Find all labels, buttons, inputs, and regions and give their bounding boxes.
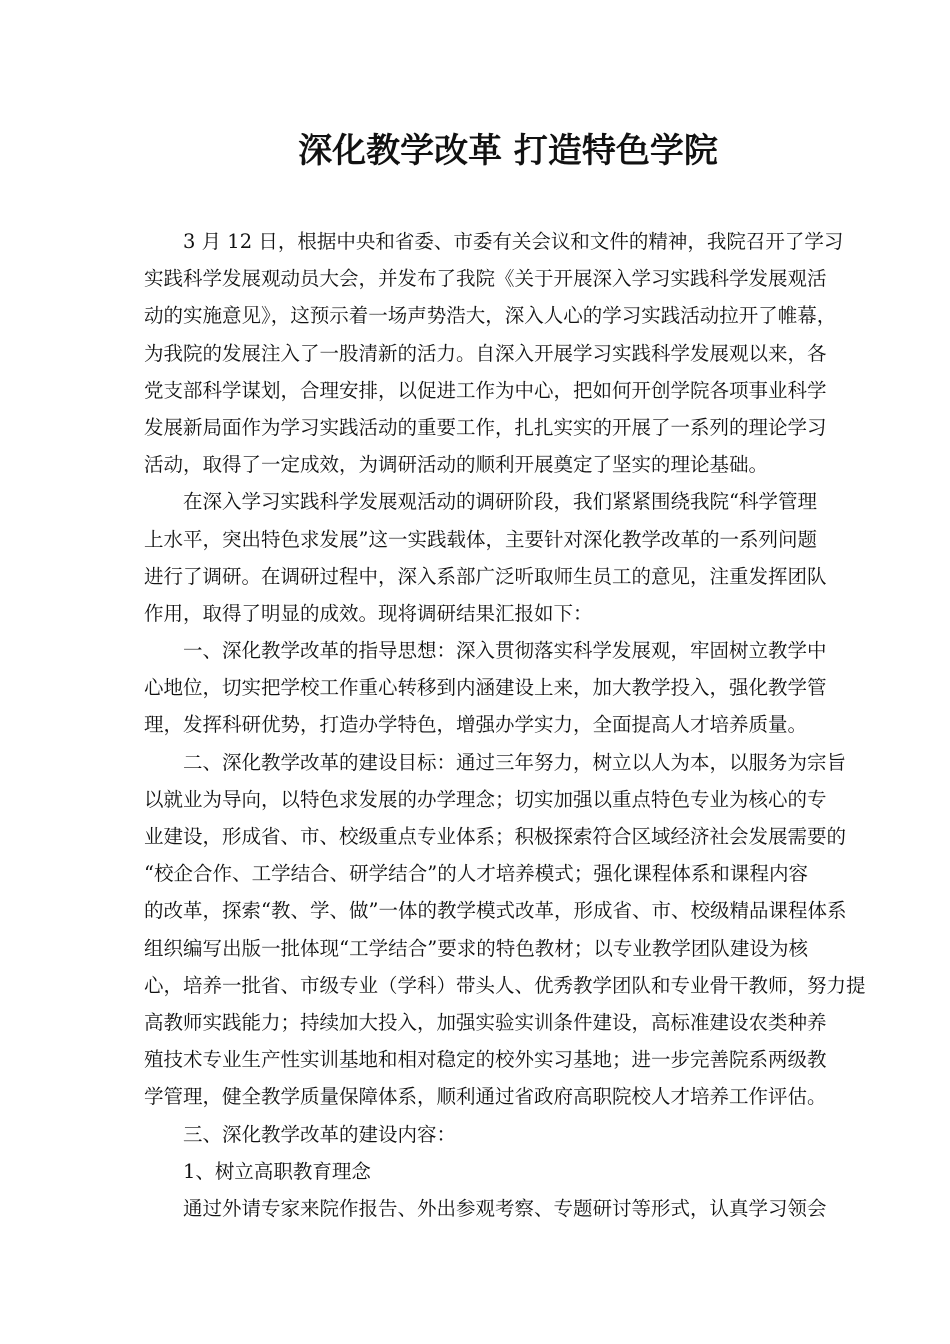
paragraph-line: 上水平，突出特色求发展”这一实践载体，主要针对深化教学改革的一系列问题 — [144, 527, 817, 551]
document-body — [144, 223, 866, 1227]
paragraph-line: 理，发挥科研优势，打造办学特色，增强办学实力，全面提高人才培养质量。 — [144, 713, 808, 737]
paragraph-line: “校企合作、工学结合、研学结合”的人才培养模式；强化课程体系和课程内容 — [144, 862, 808, 886]
document-title: 深化教学改革 打造特色学院 — [298, 131, 718, 171]
section-heading: 三、深化教学改革的建设内容： — [183, 1122, 457, 1146]
paragraph-line: 作用，取得了明显的成效。现将调研结果汇报如下： — [144, 601, 593, 625]
paragraph-line: 通过外请专家来院作报告、外出参观考察、专题研讨等形式，认真学习领会 — [183, 1196, 827, 1220]
paragraph-line: 的改革，探索“教、学、做”一体的教学模式改革，形成省、市、校级精品课程体系 — [144, 899, 847, 923]
paragraph-line: 高教师实践能力；持续加大投入，加强实验实训条件建设，高标准建设农类种养 — [144, 1010, 827, 1034]
paragraph-line: 实践科学发展观动员大会，并发布了我院《关于开展深入学习实践科学发展观活 — [144, 267, 827, 291]
paragraph-line: 心地位，切实把学校工作重心转移到内涵建设上来，加大教学投入，强化教学管 — [144, 676, 827, 700]
paragraph-line: 殖技术专业生产性实训基地和相对稳定的校外实习基地；进一步完善院系两级教 — [144, 1048, 827, 1072]
paragraph-line: 3 月 12 日，根据中央和省委、市委有关会议和文件的精神，我院召开了学习 — [183, 230, 844, 253]
paragraph-line: 动的实施意见》，这预示着一场声势浩大，深入人心的学习实践活动拉开了帷幕， — [144, 304, 837, 328]
paragraph-line: 党支部科学谋划，合理安排，以促进工作为中心，把如何开创学院各项事业科学 — [144, 378, 827, 402]
paragraph-line: 学管理，健全教学质量保障体系，顺利通过省政府高职院校人才培养工作评估。 — [144, 1085, 827, 1109]
paragraph-line: 业建设，形成省、市、校级重点专业体系；积极探索符合区域经济社会发展需要的 — [144, 825, 847, 848]
paragraph-line: 二、深化教学改革的建设目标：通过三年努力，树立以人为本，以服务为宗旨 — [183, 750, 847, 774]
paragraph-line: 组织编写出版一批体现“工学结合”要求的特色教材；以专业教学团队建设为核 — [144, 936, 808, 960]
paragraph-line: 进行了调研。在调研过程中，深入系部广泛听取师生员工的意见，注重发挥团队 — [144, 564, 827, 588]
subsection-heading: 1、树立高职教育理念 — [183, 1159, 371, 1183]
paragraph-line: 心，培养一批省、市级专业（学科）带头人、优秀教学团队和专业骨干教师，努力提 — [144, 973, 866, 997]
paragraph-line: 一、深化教学改革的指导思想：深入贯彻落实科学发展观，牢固树立教学中 — [183, 639, 827, 663]
paragraph-line: 在深入学习实践科学发展观活动的调研阶段，我们紧紧围绕我院“科学管理 — [183, 490, 817, 514]
paragraph-line: 活动，取得了一定成效，为调研活动的顺利开展奠定了坚实的理论基础。 — [144, 453, 769, 477]
paragraph-line: 发展新局面作为学习实践活动的重要工作，扎扎实实的开展了一系列的理论学习 — [144, 415, 827, 439]
paragraph-line: 为我院的发展注入了一股清新的活力。自深入开展学习实践科学发展观以来，各 — [144, 341, 827, 365]
paragraph-line: 以就业为导向，以特色求发展的办学理念；切实加强以重点特色专业为核心的专 — [144, 787, 827, 811]
